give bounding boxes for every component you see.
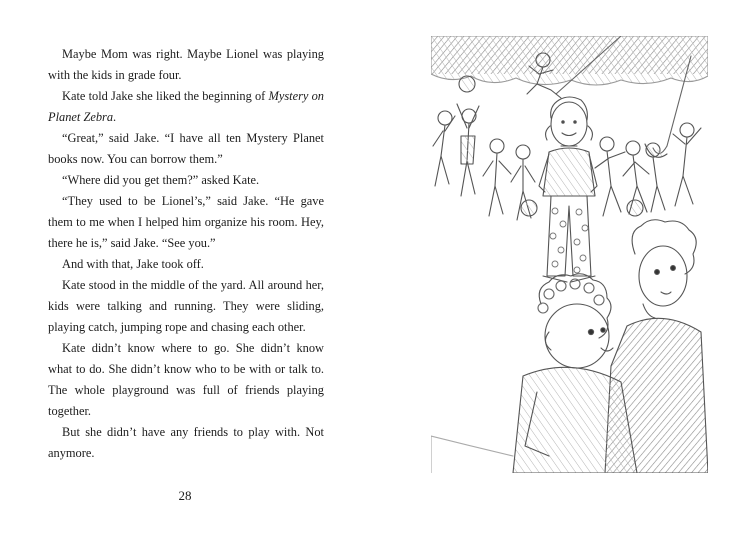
paragraph-2: Kate told Jake she liked the beginning of Mystery on Planet Zebra. — [48, 89, 324, 124]
book-title: Mystery on Planet Zebra — [48, 89, 324, 124]
paragraph-4: “Where did you get them?” asked Kate. — [62, 173, 260, 187]
kids-left-group — [433, 104, 535, 220]
kids-right-group — [595, 123, 701, 216]
paragraph-8: Kate didn’t know where to go. She didn’t know what to do. She didn’t know who to be with or talk to. The whole playground was full of friends playing together. — [48, 341, 324, 418]
paragraph-7: Kate stood in the middle of the yard. All around her, kids were talking and running. They were sliding, playing catch, jumping rope and chasing each other. — [48, 278, 324, 334]
paragraph-5: “They used to be Lionel’s,” said Jake. “He gave them to me when I helped him organize his room. Hey, there he is,” said Jake. “See you.” — [48, 194, 324, 250]
girl-center — [539, 97, 597, 282]
paragraph-9: But she didn’t have any friends to play with. Not anymore. — [48, 425, 324, 460]
ball-icon — [459, 76, 475, 92]
paragraph-3: “Great,” said Jake. “I have all ten Mystery Planet books now. You can borrow them.” — [48, 131, 324, 166]
ball-icon — [521, 200, 537, 216]
playground-illustration — [431, 36, 708, 473]
paragraph-1: Maybe Mom was right. Maybe Lionel was playing with the kids in grade four. — [48, 47, 324, 82]
ground-shading — [431, 436, 513, 473]
page-number: 28 — [178, 488, 192, 503]
paragraph-6: And with that, Jake took off. — [62, 257, 204, 271]
story-text — [48, 44, 324, 464]
